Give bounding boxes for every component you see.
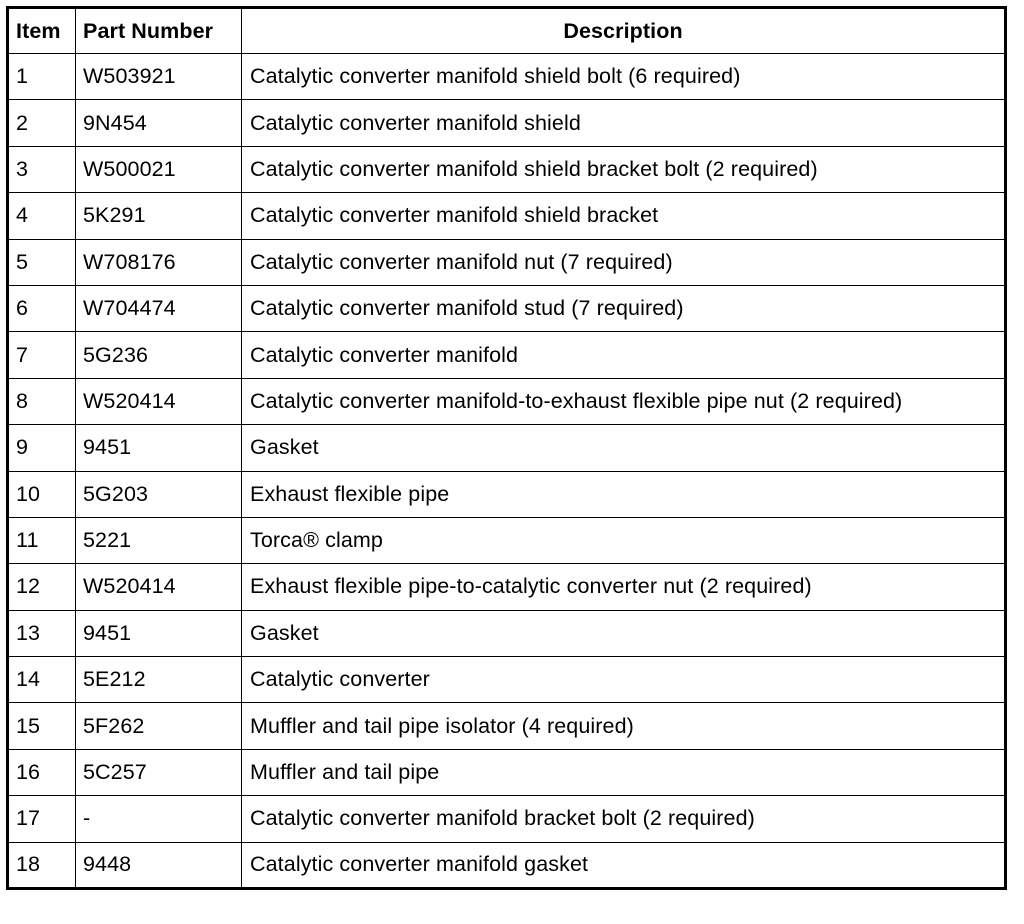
table-row (8, 657, 1006, 703)
cell-item: 14 (8, 657, 76, 703)
cell-part-number: 5F262 (76, 703, 242, 749)
table-row (8, 749, 1006, 795)
cell-description: Catalytic converter manifold (242, 332, 1006, 378)
cell-part-number: 9451 (76, 610, 242, 656)
table-row (8, 146, 1006, 192)
cell-description: Exhaust flexible pipe-to-catalytic converter nut (2 required) (242, 564, 1006, 610)
cell-part-number: 5221 (76, 517, 242, 563)
cell-item: 2 (8, 100, 76, 146)
table-row (8, 100, 1006, 146)
cell-part-number: W520414 (76, 378, 242, 424)
table-row (8, 564, 1006, 610)
cell-item: 15 (8, 703, 76, 749)
table-row (8, 239, 1006, 285)
cell-item: 9 (8, 425, 76, 471)
cell-item: 5 (8, 239, 76, 285)
cell-description: Catalytic converter manifold-to-exhaust flexible pipe nut (2 required) (242, 378, 1006, 424)
table-row (8, 842, 1006, 888)
cell-part-number: 5E212 (76, 657, 242, 703)
table-row (8, 703, 1006, 749)
cell-part-number: 5G236 (76, 332, 242, 378)
cell-part-number: W500021 (76, 146, 242, 192)
cell-item: 13 (8, 610, 76, 656)
cell-item: 10 (8, 471, 76, 517)
cell-item: 7 (8, 332, 76, 378)
table-row (8, 54, 1006, 100)
cell-description: Catalytic converter manifold shield (242, 100, 1006, 146)
cell-description: Catalytic converter manifold shield bolt (6 required) (242, 54, 1006, 100)
cell-description: Muffler and tail pipe isolator (4 required) (242, 703, 1006, 749)
cell-item: 3 (8, 146, 76, 192)
table-row (8, 796, 1006, 842)
header-description: Description (242, 8, 1006, 54)
table-header-row (8, 8, 1006, 54)
cell-description: Catalytic converter (242, 657, 1006, 703)
parts-table (6, 6, 1007, 890)
cell-part-number: - (76, 796, 242, 842)
cell-description: Exhaust flexible pipe (242, 471, 1006, 517)
cell-item: 8 (8, 378, 76, 424)
cell-description: Gasket (242, 610, 1006, 656)
cell-part-number: 5K291 (76, 193, 242, 239)
cell-item: 1 (8, 54, 76, 100)
table-row (8, 193, 1006, 239)
cell-part-number: W520414 (76, 564, 242, 610)
cell-part-number: 9451 (76, 425, 242, 471)
cell-part-number: W503921 (76, 54, 242, 100)
cell-description: Catalytic converter manifold nut (7 required) (242, 239, 1006, 285)
table-row (8, 285, 1006, 331)
cell-part-number: W708176 (76, 239, 242, 285)
table-row (8, 517, 1006, 563)
header-part-number: Part Number (76, 8, 242, 54)
table-row (8, 378, 1006, 424)
cell-description: Catalytic converter manifold shield bracket bolt (2 required) (242, 146, 1006, 192)
cell-part-number: 9N454 (76, 100, 242, 146)
cell-description: Catalytic converter manifold stud (7 required) (242, 285, 1006, 331)
cell-item: 11 (8, 517, 76, 563)
table-row (8, 332, 1006, 378)
cell-item: 4 (8, 193, 76, 239)
cell-item: 17 (8, 796, 76, 842)
cell-item: 12 (8, 564, 76, 610)
cell-item: 16 (8, 749, 76, 795)
cell-description: Catalytic converter manifold bracket bolt (2 required) (242, 796, 1006, 842)
cell-part-number: 5G203 (76, 471, 242, 517)
table-row (8, 471, 1006, 517)
cell-description: Catalytic converter manifold shield bracket (242, 193, 1006, 239)
table-row (8, 610, 1006, 656)
header-item: Item (8, 8, 76, 54)
table-row (8, 425, 1006, 471)
cell-item: 18 (8, 842, 76, 888)
cell-description: Muffler and tail pipe (242, 749, 1006, 795)
cell-part-number: 5C257 (76, 749, 242, 795)
cell-description: Gasket (242, 425, 1006, 471)
cell-part-number: W704474 (76, 285, 242, 331)
cell-item: 6 (8, 285, 76, 331)
cell-description: Torca® clamp (242, 517, 1006, 563)
cell-description: Catalytic converter manifold gasket (242, 842, 1006, 888)
cell-part-number: 9448 (76, 842, 242, 888)
